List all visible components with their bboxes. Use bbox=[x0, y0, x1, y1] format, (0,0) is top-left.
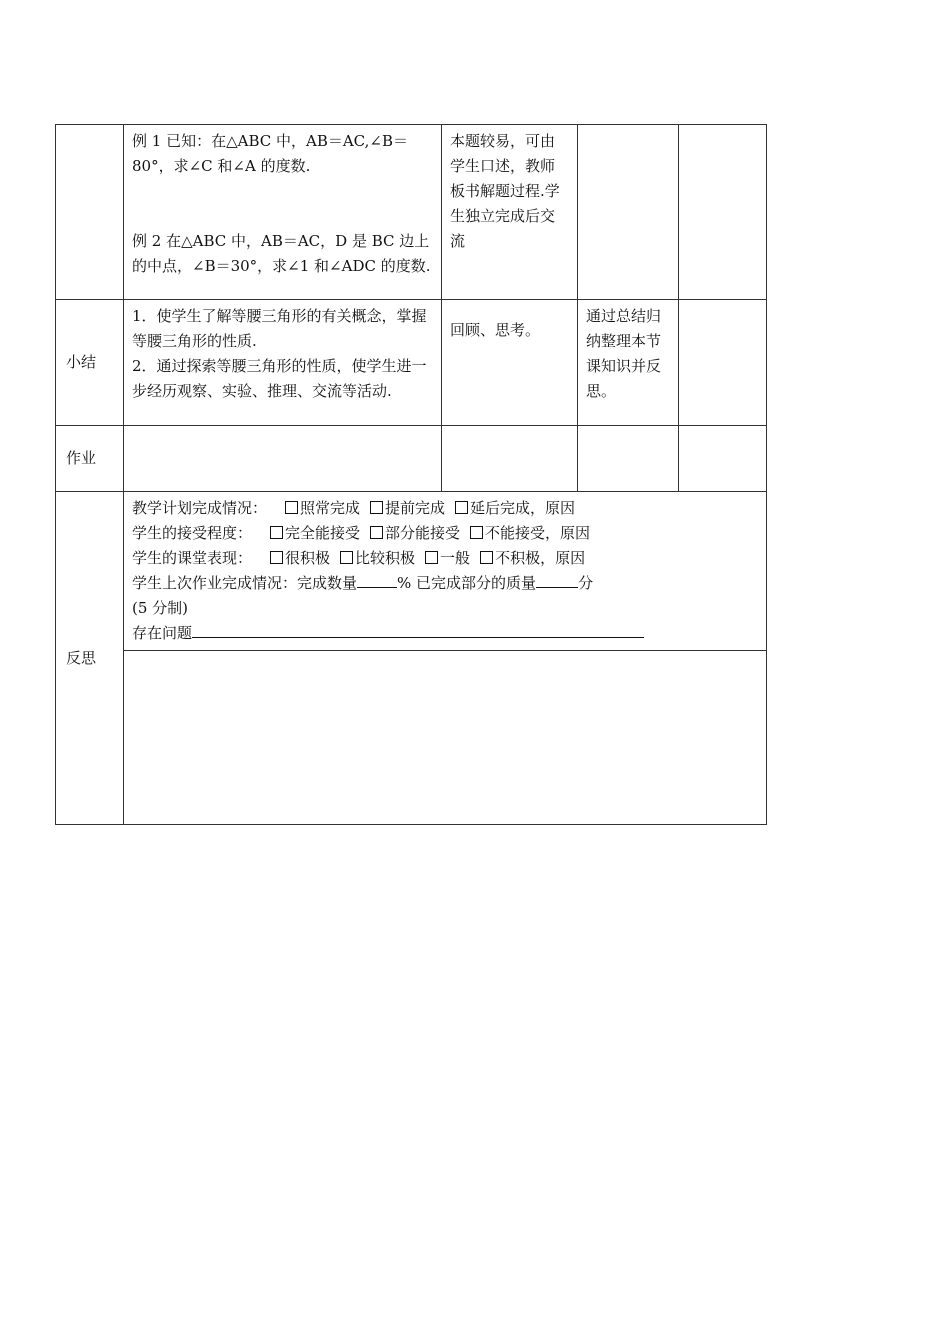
homework-row bbox=[56, 426, 767, 492]
spacer bbox=[132, 179, 433, 229]
checkbox-icon[interactable] bbox=[370, 526, 383, 539]
checkbox-icon[interactable] bbox=[270, 526, 283, 539]
homework-notes bbox=[679, 426, 767, 492]
percent-sign: % bbox=[397, 574, 412, 592]
performance-line bbox=[132, 546, 758, 571]
acceptance-option-2: 部分能接受 bbox=[385, 524, 461, 542]
problems-line bbox=[132, 621, 758, 646]
performance-option-2: 比较积极 bbox=[355, 549, 416, 567]
summary-activity: 回顾、思考。 bbox=[442, 300, 578, 426]
reflection-notes-area[interactable] bbox=[124, 651, 767, 825]
summary-point-2: 2．通过探索等腰三角形的性质，使学生进一步经历观察、实验、推理、交流等活动. bbox=[132, 357, 427, 400]
example-row-label bbox=[56, 125, 124, 300]
acceptance-option-3: 不能接受，原因 bbox=[485, 524, 591, 542]
acceptance-line bbox=[132, 521, 758, 546]
plan-completion-line bbox=[132, 496, 758, 521]
reflection-row bbox=[56, 492, 767, 651]
acceptance-option-1: 完全能接受 bbox=[285, 524, 361, 542]
performance-option-3: 一般 bbox=[440, 549, 471, 567]
completion-count-blank[interactable] bbox=[357, 571, 397, 588]
example-content bbox=[124, 125, 442, 300]
reflection-checklist bbox=[124, 492, 767, 651]
example-row bbox=[56, 125, 767, 300]
problems-blank[interactable] bbox=[192, 621, 644, 638]
plan-completion-prefix: 教学计划完成情况： bbox=[132, 499, 268, 517]
score-unit: 分 bbox=[578, 574, 594, 592]
checkbox-icon[interactable] bbox=[370, 501, 383, 514]
summary-point-1: 1．使学生了解等腰三角形的有关概念，掌握等腰三角形的性质. bbox=[132, 307, 427, 350]
summary-label: 小结 bbox=[56, 300, 124, 426]
homework-content bbox=[124, 426, 442, 492]
example-intent bbox=[578, 125, 679, 300]
performance-option-4: 不积极，原因 bbox=[495, 549, 586, 567]
checkbox-icon[interactable] bbox=[455, 501, 468, 514]
checkbox-icon[interactable] bbox=[270, 551, 283, 564]
quality-label: 已完成部分的质量 bbox=[411, 574, 537, 592]
summary-notes bbox=[679, 300, 767, 426]
performance-prefix: 学生的课堂表现： bbox=[132, 549, 253, 567]
summary-row bbox=[56, 300, 767, 426]
plan-option-3: 延后完成，原因 bbox=[470, 499, 576, 517]
performance-option-1: 很积极 bbox=[285, 549, 331, 567]
lesson-plan-page bbox=[55, 124, 766, 825]
quality-score-blank[interactable] bbox=[536, 571, 578, 588]
checkbox-icon[interactable] bbox=[470, 526, 483, 539]
checkbox-icon[interactable] bbox=[480, 551, 493, 564]
reflection-notes-row bbox=[56, 651, 767, 825]
example-1-text: 例 1 已知：在△ABC 中，AB＝AC,∠B＝80°，求∠C 和∠A 的度数. bbox=[132, 132, 408, 175]
acceptance-prefix: 学生的接受程度： bbox=[132, 524, 253, 542]
summary-intent: 通过总结归纳整理本节课知识并反思。 bbox=[578, 300, 679, 426]
example-activity: 本题较易，可由学生口述，教师板书解题过程.学生独立完成后交流 bbox=[442, 125, 578, 300]
homework-activity bbox=[442, 426, 578, 492]
homework-label: 作业 bbox=[56, 426, 124, 492]
checkbox-icon[interactable] bbox=[285, 501, 298, 514]
lesson-plan-table bbox=[55, 124, 767, 825]
homework-status-line bbox=[132, 571, 758, 596]
example-2-text: 例 2 在△ABC 中，AB＝AC，D 是 BC 边上的中点，∠B＝30°，求∠1 和∠ADC 的度数. bbox=[132, 232, 431, 275]
plan-option-2: 提前完成 bbox=[385, 499, 446, 517]
example-notes bbox=[679, 125, 767, 300]
reflection-label: 反思 bbox=[56, 492, 124, 825]
problems-label: 存在问题 bbox=[132, 624, 193, 642]
plan-option-1: 照常完成 bbox=[300, 499, 361, 517]
summary-content bbox=[124, 300, 442, 426]
checkbox-icon[interactable] bbox=[340, 551, 353, 564]
score-scale-note: (5 分制) bbox=[132, 599, 189, 617]
checkbox-icon[interactable] bbox=[425, 551, 438, 564]
homework-intent bbox=[578, 426, 679, 492]
homework-status-prefix: 学生上次作业完成情况：完成数量 bbox=[132, 574, 358, 592]
